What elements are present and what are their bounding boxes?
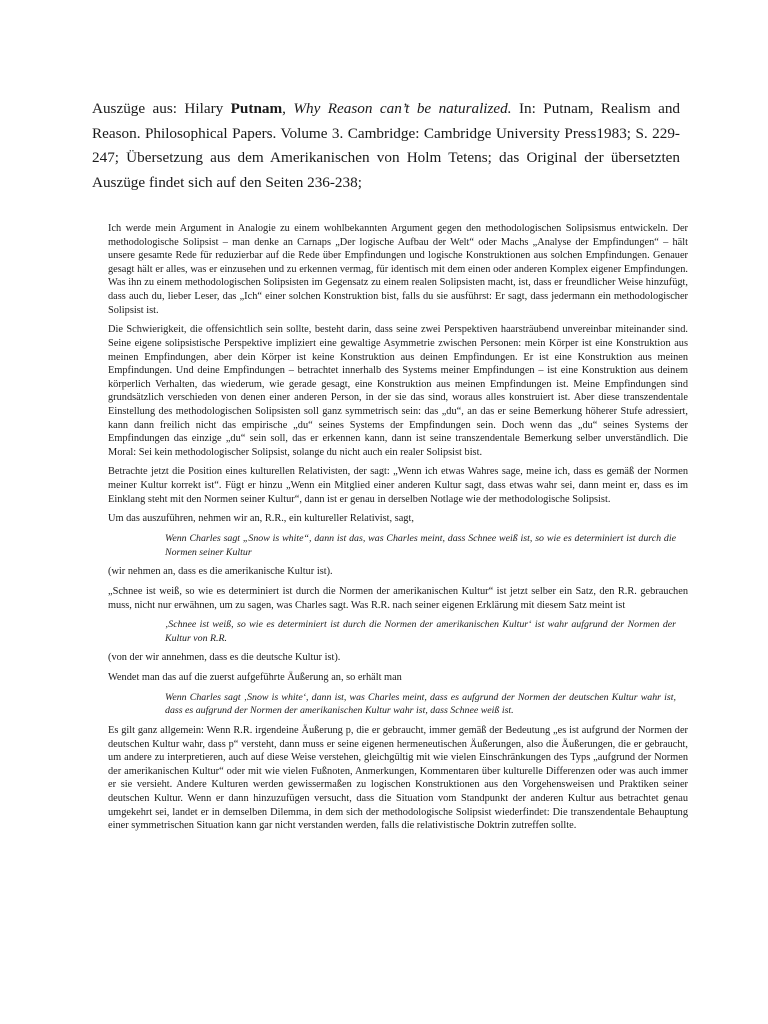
citation-header [92, 97, 680, 195]
citation-details: In: Putnam, Realism and Reason. Philosophical Papers. Volume 3. Cambridge: Cambridge University Press1983; S. 229-247; Übersetzung aus dem Amerikanischen von Holm Tetens; das Original der übersetzten Auszüge findet sich auf den Seiten 236-238; [92, 100, 681, 191]
block-quote: Wenn Charles sagt ‚Snow is white‘, dann ist, was Charles meint, dass es aufgrund der Normen der deutschen Kultur wahr ist, dass es aufgrund der Normen der amerikanischen Kultur wahr ist, dass Schnee weiß ist. [165, 691, 676, 717]
paragraph: „Schnee ist weiß, so wie es determiniert ist durch die Normen der amerikanischen Kultur“ ist jetzt selber ein Satz, den R.R. gebrauchen muss, nicht nur erwähnen, um zu sagen, was Charles sagt. Was R.R. nach seiner eigenen Erklärung mit diesem Satz meint ist [108, 586, 688, 611]
excerpt-body [108, 222, 688, 839]
paragraph: (wir nehmen an, dass es die amerikanische Kultur ist). [108, 566, 333, 578]
block-quote: Wenn Charles sagt „Snow is white“, dann ist das, was Charles meint, dass Schnee weiß ist, so wie es determiniert ist durch die Normen seiner Kultur [165, 533, 676, 558]
citation-author: Putnam [230, 100, 283, 117]
citation-work-title: Why Reason can’t be naturalized. [293, 100, 512, 117]
citation-separator: , [282, 100, 294, 117]
citation-prefix: Auszüge aus: Hilary [92, 100, 231, 117]
paragraph: Betrachte jetzt die Position eines kulturellen Relativisten, der sagt: „Wenn ich etwas Wahres sage, meine ich, dass es gemäß der Normen meiner Kultur korrekt ist“. Fügt er hinzu „Wenn ein Mitglied einer anderen Kultur sagt, dass etwas wahr sei, dann meint er, dass es im Einklang steht mit den Normen seiner Kultur“, dann ist er genau in derselben Notlage wie der methodologische Solipsist. [108, 466, 688, 505]
paragraph: Um das auszuführen, nehmen wir an, R.R., ein kultureller Relativist, sagt, [108, 513, 414, 525]
paragraph: Es gilt ganz allgemein: Wenn R.R. irgendeine Äußerung p, die er gebraucht, immer gemäß der Bedeutung „es ist aufgrund der Normen der deutschen Kultur wahr, dass p“ versteht, dann muss er seine eigenen hermeneutischen Äußerungen, also die Äußerungen, die er gebraucht, um andere zu interpretieren, auch auf diese Weise verstehen, gleichgültig mit wie vielen Einschränkungen des Typs „aufgrund der Normen der amerikanischen Kultur“ oder mit wie vielen Fußnoten, Anmerkungen, Kommentaren über kulturelle Differenzen oder was auch immer er sie versieht. Andere Kulturen werden gewissermaßen zu logischen Konstruktionen aus den Vorgehensweisen und Praktiken seiner deutschen Kultur. Wenn er dann hinzuzufügen versucht, dass die Situation vom Standpunkt der anderen Kultur aus betrachtet genau umgekehrt sei, landet er in demselben Dilemma, in dem sich der methodologische Solipsist wiederfindet: Die transzendentale Behauptung einer symmetrischen Situation kann gar nicht verstanden werden, falls die relativistische Doktrin zutreffen sollte. [108, 724, 688, 832]
block-quote: ‚Schnee ist weiß, so wie es determiniert ist durch die Normen der amerikanischen Kultur‘ ist wahr aufgrund der Normen der Kultur von R.R. [165, 619, 676, 644]
paragraph: Wendet man das auf die zuerst aufgeführte Äußerung an, so erhält man [108, 672, 402, 684]
paragraph: Die Schwierigkeit, die offensichtlich sein sollte, besteht darin, dass seine zwei Perspektiven haarsträubend unvereinbar miteinander sind. Seine eigene solipsistische Perspektive impliziert eine gewaltige Asymmetrie zwischen Personen: mein Körper ist eine Konstruktion aus meinen Empfindungen, aber dein Körper ist keine Konstruktion aus deinen Empfindungen. Er ist eine Konstruktion aus meinen Empfindungen. Und deine Empfindungen – betrachtet innerhalb des Systems meiner Empfindungen – ist eine Konstruktion aus deinem körperlich Verhalten, das wiederum, wie gerade gesagt, eine Konstruktion aus meinen Empfindungen ist. Meine Empfindungen sind grundsätzlich verschieden von denen einer anderen Person, in der sie das sind, woraus alles konstruiert ist. Aber diese transzendentale Einstellung des methodologischen Solipsisten soll ganz symmetrisch sein: das „du“, an das er seine Bemerkung höherer Stufe adressiert, kann dann freilich nicht das empirische „du“ seines Systems der Empfindungen sein. Doch wenn das „du“ seines Systems der Empfindungen das einzige „du“ sein soll, das er erkennen kann, dann ist seine transzendentale Bemerkung selber unverständlich. Die Moral: Sei kein methodologischer Solipsist, solange du nicht auch ein realer Solipsist bist. [108, 324, 688, 458]
paragraph: (von der wir annehmen, dass es die deutsche Kultur ist). [108, 652, 341, 664]
paragraph: Ich werde mein Argument in Analogie zu einem wohlbekannten Argument gegen den methodologischen Solipsismus entwickeln. Der methodologische Solipsist – man denke an Carnaps „Der logische Aufbau der Welt“ oder Machs „Analyse der Empfindungen“ – hält unsere gesamte Rede für reduzierbar auf die Rede über Empfindungen und logische Konstruktionen aus solchen Empfindungen. Genauer gesagt hält er alles, was er einzusehen und zu erkennen vermag, für identisch mit dem einen oder anderen Komplex eigener Empfindungen. Was ihn zu einem methodologischen Solipsisten im Gegensatz zu einem realen Solipsisten macht, ist, dass er freundlicher Weise hinzufügt, dass auch du, lieber Leser, das „Ich“ einer solchen Konstruktion bist, falls du sie ausführst: Er sagt, dass jedermann ein methodologischer Solipsist ist. [108, 223, 688, 316]
